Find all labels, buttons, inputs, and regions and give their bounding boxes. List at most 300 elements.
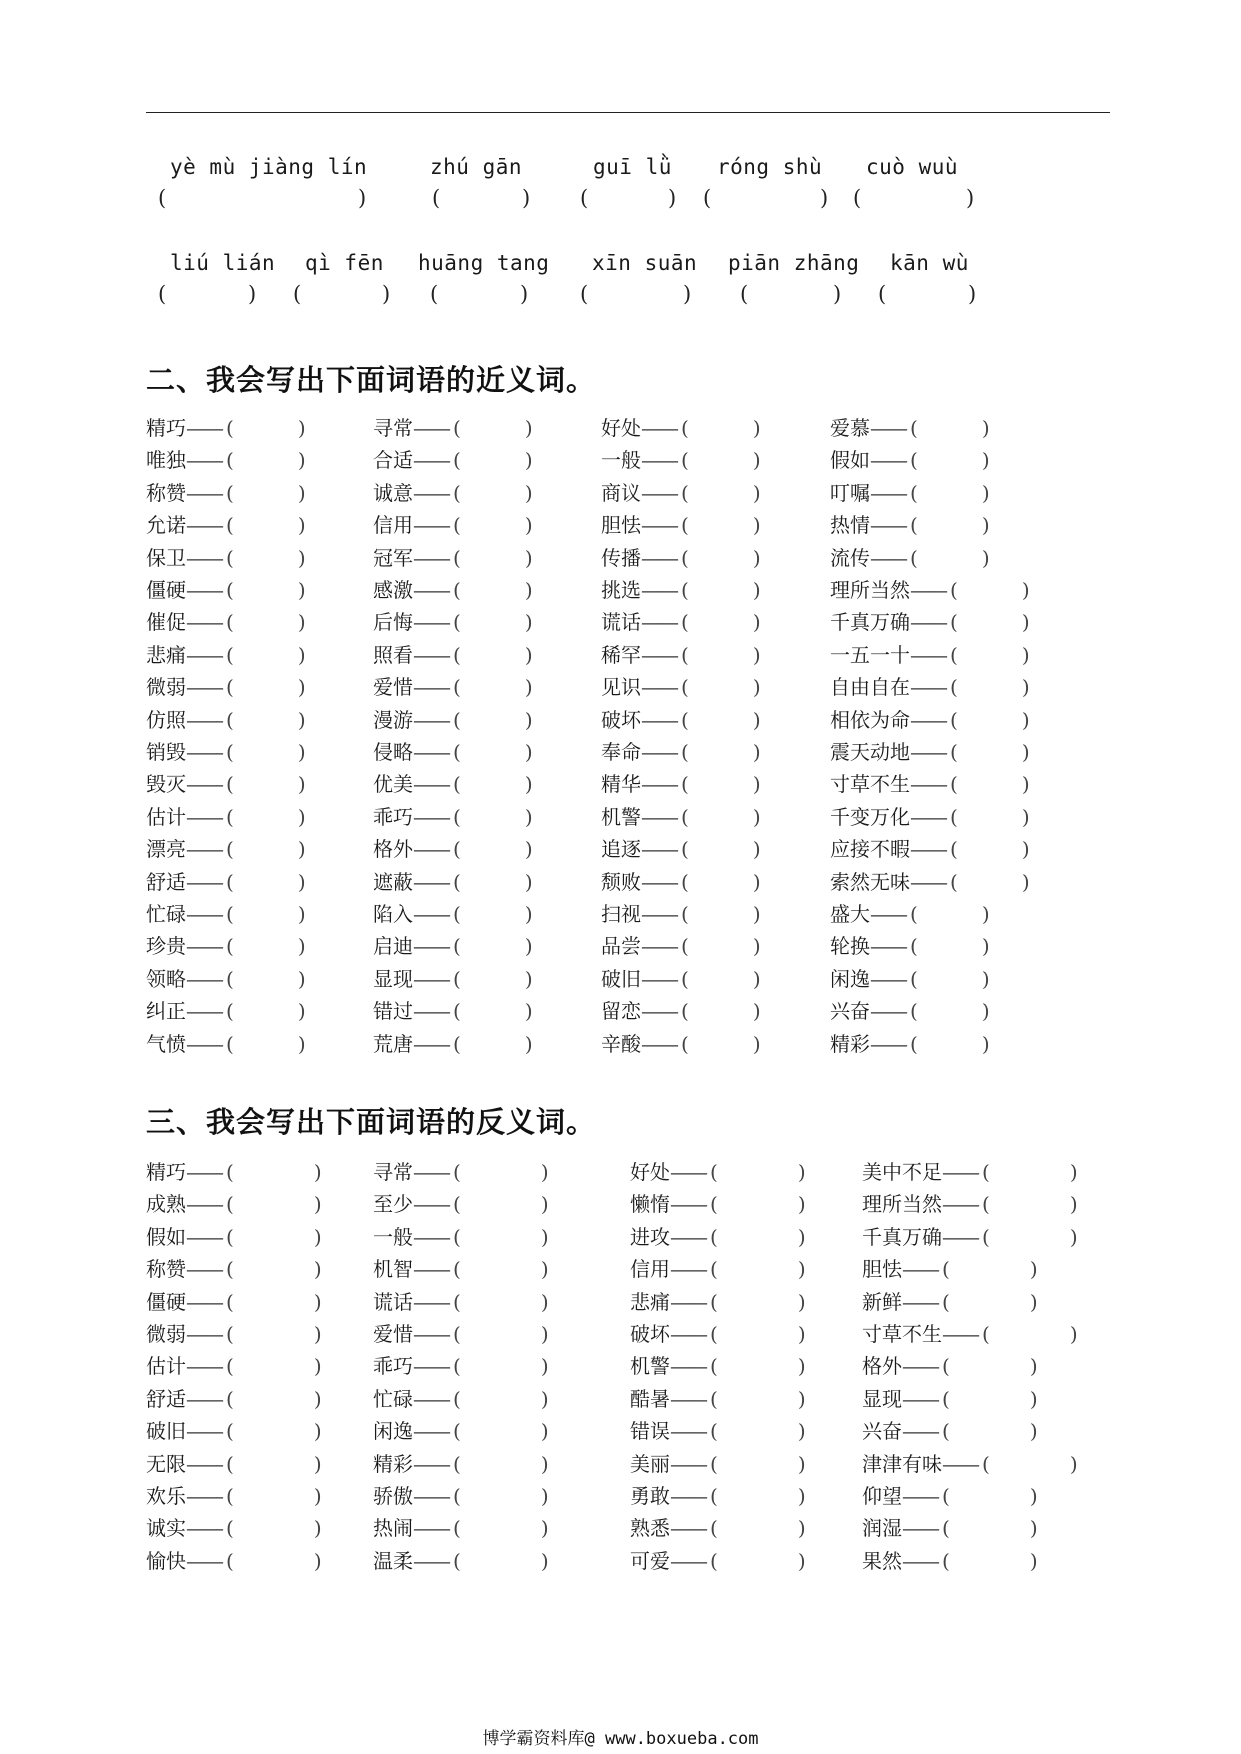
answer-blank-close: ) [524, 513, 533, 538]
answer-blank-open[interactable]: ( [910, 934, 918, 959]
answer-blank-open[interactable]: ( [681, 610, 689, 635]
answer-blank-open[interactable]: ( [453, 1289, 461, 1314]
answer-blank-open[interactable]: ( [226, 480, 234, 505]
prompt-word: 毁灭 [146, 772, 186, 797]
blank-open[interactable]: ( [432, 186, 441, 210]
answer-blank-close: ) [297, 545, 306, 570]
answer-blank-close: ) [797, 1419, 806, 1444]
prompt-word: 颓败 [601, 869, 641, 894]
pinyin-item: piān zhāng [728, 251, 860, 275]
answer-blank-open[interactable]: ( [950, 740, 958, 764]
answer-blank-open[interactable]: ( [453, 1386, 461, 1411]
prompt-word: 相依为命 [830, 707, 910, 732]
answer-blank-open[interactable]: ( [681, 966, 689, 991]
answer-blank-open[interactable]: ( [681, 707, 689, 732]
answer-blank-open[interactable]: ( [453, 804, 461, 829]
word-entry [830, 606, 1030, 635]
answer-blank-open[interactable]: ( [453, 902, 461, 926]
answer-blank-open[interactable]: ( [226, 1386, 234, 1411]
answer-blank-close: ) [752, 610, 761, 635]
blank-open[interactable]: ( [853, 186, 862, 210]
answer-blank-open[interactable]: ( [453, 448, 461, 473]
word-entry [830, 704, 1030, 733]
answer-blank-open[interactable]: ( [710, 1419, 718, 1444]
answer-blank-close: ) [297, 513, 306, 538]
dash: —— [186, 707, 222, 732]
answer-blank-close: ) [297, 1031, 306, 1056]
answer-blank-open[interactable]: ( [710, 1192, 718, 1217]
answer-blank-close: ) [752, 578, 761, 602]
answer-blank-open[interactable]: ( [453, 480, 461, 505]
answer-blank-open[interactable]: ( [910, 416, 918, 440]
prompt-word: 寸草不生 [830, 772, 910, 797]
answer-blank-close: ) [313, 1451, 322, 1476]
answer-blank-open[interactable]: ( [453, 578, 461, 602]
prompt-word: 挑选 [601, 578, 641, 602]
prompt-word: 愉快 [146, 1548, 186, 1573]
answer-blank-close: ) [297, 642, 306, 667]
answer-blank-open[interactable]: ( [226, 1484, 234, 1508]
answer-blank-open[interactable]: ( [950, 837, 958, 862]
answer-blank-open[interactable]: ( [910, 966, 918, 991]
dash: —— [641, 902, 677, 926]
prompt-word: 后悔 [373, 610, 413, 635]
dash: —— [413, 1548, 449, 1573]
blank-close: ) [520, 282, 529, 306]
answer-blank-close: ) [752, 869, 761, 894]
answer-blank-open[interactable]: ( [226, 1419, 234, 1444]
dash: —— [670, 1224, 706, 1249]
prompt-word: 称赞 [146, 480, 186, 505]
answer-blank-close: ) [1029, 1354, 1038, 1379]
answer-blank-open[interactable]: ( [710, 1548, 718, 1573]
dash: —— [670, 1354, 706, 1379]
answer-blank-close: ) [752, 1031, 761, 1056]
blank-open[interactable]: ( [878, 282, 887, 306]
word-entry [146, 1156, 322, 1185]
answer-blank-close: ) [1021, 578, 1030, 602]
answer-blank-open[interactable]: ( [681, 480, 689, 505]
prompt-word: 格外 [373, 837, 413, 862]
answer-blank-open[interactable]: ( [226, 1224, 234, 1249]
blank-close: ) [668, 186, 677, 210]
answer-blank-close: ) [524, 772, 533, 797]
dash: —— [186, 740, 222, 764]
answer-blank-open[interactable]: ( [226, 1322, 234, 1346]
answer-blank-open[interactable]: ( [226, 1548, 234, 1573]
word-entry [862, 1480, 1038, 1509]
answer-blank-open[interactable]: ( [681, 578, 689, 602]
answer-blank-open[interactable]: ( [681, 934, 689, 959]
dash: —— [670, 1160, 706, 1184]
prompt-word: 乖巧 [373, 804, 413, 829]
prompt-word: 侵略 [373, 740, 413, 764]
dash: —— [186, 610, 222, 635]
answer-blank-open[interactable]: ( [453, 545, 461, 570]
answer-blank-close: ) [524, 999, 533, 1024]
dash: —— [186, 1484, 222, 1508]
dash: —— [413, 448, 449, 473]
answer-blank-open[interactable]: ( [681, 642, 689, 667]
word-entry [862, 1188, 1078, 1217]
dash: —— [670, 1386, 706, 1411]
answer-blank-open[interactable]: ( [226, 1257, 234, 1282]
blank-open[interactable]: ( [580, 186, 589, 210]
answer-blank-close: ) [524, 804, 533, 829]
answer-blank-close: ) [1021, 707, 1030, 732]
word-entry [601, 1028, 761, 1057]
answer-blank-open[interactable]: ( [453, 966, 461, 991]
answer-blank-open[interactable]: ( [681, 675, 689, 700]
answer-blank-open[interactable]: ( [681, 513, 689, 538]
prompt-word: 辛酸 [601, 1031, 641, 1056]
blank-open[interactable]: ( [293, 282, 302, 306]
prompt-word: 闲逸 [830, 966, 870, 991]
prompt-word: 胆怯 [862, 1257, 902, 1282]
prompt-word: 仿照 [146, 707, 186, 732]
answer-blank-open[interactable]: ( [950, 869, 958, 894]
answer-blank-open[interactable]: ( [226, 999, 234, 1024]
prompt-word: 懒惰 [630, 1192, 670, 1217]
pinyin-item: qì fēn [305, 251, 384, 275]
dash: —— [870, 966, 906, 991]
blank-close: ) [382, 282, 391, 306]
answer-blank-open[interactable]: ( [950, 578, 958, 602]
answer-blank-open[interactable]: ( [226, 707, 234, 732]
answer-blank-open[interactable]: ( [453, 869, 461, 894]
answer-blank-open[interactable]: ( [453, 1322, 461, 1346]
word-entry [630, 1383, 806, 1412]
answer-blank-open[interactable]: ( [710, 1484, 718, 1508]
blank-open[interactable]: ( [430, 282, 439, 306]
dash: —— [670, 1451, 706, 1476]
answer-blank-close: ) [981, 1031, 990, 1056]
answer-blank-open[interactable]: ( [681, 869, 689, 894]
footer-url[interactable]: www.boxueba.com [604, 1729, 759, 1749]
answer-blank-open[interactable]: ( [710, 1516, 718, 1541]
answer-blank-open[interactable]: ( [681, 416, 689, 440]
dash: —— [870, 448, 906, 473]
word-entry [146, 574, 306, 603]
dash: —— [413, 772, 449, 797]
answer-blank-open[interactable]: ( [226, 1354, 234, 1379]
answer-blank-close: ) [752, 448, 761, 473]
answer-blank-open[interactable]: ( [226, 804, 234, 829]
answer-blank-open[interactable]: ( [453, 837, 461, 862]
prompt-word: 显现 [862, 1386, 902, 1411]
word-entry [862, 1512, 1038, 1541]
prompt-word: 热闹 [373, 1516, 413, 1541]
answer-blank-open[interactable]: ( [226, 642, 234, 667]
blank-open[interactable]: ( [158, 186, 167, 210]
answer-blank-open[interactable]: ( [453, 934, 461, 959]
answer-blank-open[interactable]: ( [910, 999, 918, 1024]
answer-blank-close: ) [752, 934, 761, 959]
answer-blank-open[interactable]: ( [681, 772, 689, 797]
blank-close: ) [966, 186, 975, 210]
word-entry [373, 1318, 549, 1347]
answer-blank-open[interactable]: ( [453, 513, 461, 538]
dash: —— [413, 966, 449, 991]
prompt-word: 好处 [601, 416, 641, 440]
prompt-word: 忙碌 [373, 1386, 413, 1411]
answer-blank-open[interactable]: ( [453, 1419, 461, 1444]
answer-blank-open[interactable]: ( [950, 772, 958, 797]
answer-blank-open[interactable]: ( [710, 1289, 718, 1314]
dash: —— [413, 610, 449, 635]
answer-blank-open[interactable]: ( [453, 1192, 461, 1217]
answer-blank-open[interactable]: ( [950, 707, 958, 732]
dash: —— [186, 772, 222, 797]
answer-blank-open[interactable]: ( [226, 772, 234, 797]
dash: —— [641, 999, 677, 1024]
answer-blank-close: ) [540, 1484, 549, 1508]
answer-blank-open[interactable]: ( [710, 1160, 718, 1184]
prompt-word: 进攻 [630, 1224, 670, 1249]
answer-blank-open[interactable]: ( [710, 1451, 718, 1476]
prompt-word: 错过 [373, 999, 413, 1024]
answer-blank-open[interactable]: ( [453, 707, 461, 732]
answer-blank-open[interactable]: ( [453, 1031, 461, 1056]
answer-blank-open[interactable]: ( [453, 1484, 461, 1508]
dash: —— [902, 1257, 938, 1282]
word-entry [146, 606, 306, 635]
answer-blank-open[interactable]: ( [982, 1160, 990, 1184]
word-entry [862, 1286, 1038, 1315]
answer-blank-open[interactable]: ( [453, 1451, 461, 1476]
answer-blank-close: ) [540, 1257, 549, 1282]
prompt-word: 称赞 [146, 1257, 186, 1282]
pinyin-item: cuò wuù [866, 155, 959, 179]
dash: —— [186, 1160, 222, 1184]
answer-blank-open[interactable]: ( [942, 1289, 950, 1314]
word-entry [146, 1286, 322, 1315]
answer-blank-open[interactable]: ( [681, 902, 689, 926]
blank-open[interactable]: ( [580, 282, 589, 306]
answer-blank-open[interactable]: ( [453, 416, 461, 440]
prompt-word: 漂亮 [146, 837, 186, 862]
answer-blank-open[interactable]: ( [710, 1224, 718, 1249]
answer-blank-open[interactable]: ( [950, 675, 958, 700]
answer-blank-open[interactable]: ( [942, 1354, 950, 1379]
answer-blank-open[interactable]: ( [910, 513, 918, 538]
answer-blank-close: ) [313, 1548, 322, 1573]
answer-blank-open[interactable]: ( [226, 1031, 234, 1056]
answer-blank-open[interactable]: ( [226, 902, 234, 926]
answer-blank-open[interactable]: ( [910, 1031, 918, 1056]
answer-blank-open[interactable]: ( [681, 448, 689, 473]
answer-blank-open[interactable]: ( [710, 1354, 718, 1379]
answer-blank-open[interactable]: ( [681, 1031, 689, 1056]
dash: —— [670, 1516, 706, 1541]
answer-blank-open[interactable]: ( [942, 1386, 950, 1411]
answer-blank-open[interactable]: ( [681, 740, 689, 764]
word-entry [373, 542, 533, 571]
answer-blank-open[interactable]: ( [453, 1160, 461, 1184]
answer-blank-open[interactable]: ( [910, 480, 918, 505]
blank-open[interactable]: ( [703, 186, 712, 210]
prompt-word: 欢乐 [146, 1484, 186, 1508]
prompt-word: 美丽 [630, 1451, 670, 1476]
answer-blank-close: ) [981, 545, 990, 570]
answer-blank-open[interactable]: ( [226, 1516, 234, 1541]
answer-blank-close: ) [313, 1322, 322, 1346]
answer-blank-open[interactable]: ( [226, 513, 234, 538]
answer-blank-open[interactable]: ( [710, 1257, 718, 1282]
answer-blank-open[interactable]: ( [942, 1419, 950, 1444]
word-entry [601, 995, 761, 1024]
prompt-word: 盛大 [830, 902, 870, 926]
dash: —— [413, 1192, 449, 1217]
answer-blank-open[interactable]: ( [950, 804, 958, 829]
answer-blank-close: ) [1021, 675, 1030, 700]
answer-blank-close: ) [297, 902, 306, 926]
word-entry [601, 833, 761, 862]
answer-blank-open[interactable]: ( [710, 1322, 718, 1346]
dash: —— [186, 966, 222, 991]
dash: —— [670, 1192, 706, 1217]
answer-blank-open[interactable]: ( [942, 1484, 950, 1508]
answer-blank-close: ) [297, 448, 306, 473]
answer-blank-close: ) [1029, 1419, 1038, 1444]
answer-blank-open[interactable]: ( [226, 545, 234, 570]
dash: —— [186, 1516, 222, 1541]
prompt-word: 保卫 [146, 545, 186, 570]
answer-blank-close: ) [1069, 1224, 1078, 1249]
pinyin-item: yè mù jiàng lín [170, 155, 368, 179]
answer-blank-close: ) [1021, 642, 1030, 667]
pinyin-item: huāng tang [418, 251, 550, 275]
word-entry [146, 412, 306, 441]
dash: —— [910, 642, 946, 667]
answer-blank-close: ) [524, 480, 533, 505]
answer-blank-open[interactable]: ( [710, 1386, 718, 1411]
word-entry [146, 477, 306, 506]
answer-blank-open[interactable]: ( [226, 1160, 234, 1184]
answer-blank-close: ) [1021, 772, 1030, 797]
answer-blank-close: ) [524, 869, 533, 894]
answer-blank-open[interactable]: ( [982, 1451, 990, 1476]
prompt-word: 寸草不生 [862, 1322, 942, 1346]
prompt-word: 好处 [630, 1160, 670, 1184]
word-entry [146, 930, 306, 959]
answer-blank-open[interactable]: ( [681, 837, 689, 862]
answer-blank-close: ) [524, 902, 533, 926]
answer-blank-open[interactable]: ( [226, 934, 234, 959]
word-entry [830, 574, 1030, 603]
word-entry [373, 1350, 549, 1379]
dash: —— [413, 1257, 449, 1282]
answer-blank-open[interactable]: ( [942, 1257, 950, 1282]
answer-blank-close: ) [540, 1224, 549, 1249]
word-entry [601, 898, 761, 927]
answer-blank-open[interactable]: ( [226, 1451, 234, 1476]
answer-blank-open[interactable]: ( [226, 1192, 234, 1217]
prompt-word: 破坏 [630, 1322, 670, 1346]
dash: —— [413, 416, 449, 440]
answer-blank-open[interactable]: ( [226, 1289, 234, 1314]
answer-blank-open[interactable]: ( [950, 642, 958, 667]
word-entry [146, 509, 306, 538]
answer-blank-open[interactable]: ( [226, 740, 234, 764]
word-entry [146, 1545, 322, 1574]
answer-blank-open[interactable]: ( [226, 869, 234, 894]
word-entry [146, 898, 306, 927]
answer-blank-open[interactable]: ( [942, 1516, 950, 1541]
answer-blank-close: ) [752, 416, 761, 440]
answer-blank-open[interactable]: ( [950, 610, 958, 635]
dash: —— [186, 837, 222, 862]
answer-blank-open[interactable]: ( [453, 999, 461, 1024]
dash: —— [942, 1451, 978, 1476]
answer-blank-open[interactable]: ( [681, 804, 689, 829]
word-entry [862, 1318, 1078, 1347]
answer-blank-open[interactable]: ( [453, 642, 461, 667]
prompt-word: 千真万确 [862, 1224, 942, 1249]
answer-blank-open[interactable]: ( [453, 610, 461, 635]
answer-blank-open[interactable]: ( [942, 1548, 950, 1573]
answer-blank-open[interactable]: ( [453, 1354, 461, 1379]
prompt-word: 机智 [373, 1257, 413, 1282]
blank-open[interactable]: ( [158, 282, 167, 306]
word-entry [373, 898, 533, 927]
answer-blank-open[interactable]: ( [453, 740, 461, 764]
prompt-word: 熟悉 [630, 1516, 670, 1541]
answer-blank-open[interactable]: ( [226, 448, 234, 473]
answer-blank-open[interactable]: ( [910, 545, 918, 570]
word-entry [146, 1383, 322, 1412]
answer-blank-close: ) [752, 642, 761, 667]
answer-blank-open[interactable]: ( [226, 610, 234, 635]
answer-blank-open[interactable]: ( [453, 1257, 461, 1282]
answer-blank-open[interactable]: ( [681, 999, 689, 1024]
answer-blank-open[interactable]: ( [453, 1548, 461, 1573]
answer-blank-close: ) [1021, 740, 1030, 764]
answer-blank-close: ) [297, 934, 306, 959]
answer-blank-open[interactable]: ( [453, 1224, 461, 1249]
answer-blank-open[interactable]: ( [453, 1516, 461, 1541]
prompt-word: 一五一十 [830, 642, 910, 667]
prompt-word: 破旧 [146, 1419, 186, 1444]
word-entry [601, 477, 761, 506]
word-entry [601, 866, 761, 895]
answer-blank-open[interactable]: ( [982, 1322, 990, 1346]
answer-blank-open[interactable]: ( [910, 902, 918, 926]
word-entry [146, 1512, 322, 1541]
answer-blank-open[interactable]: ( [226, 966, 234, 991]
answer-blank-close: ) [1029, 1386, 1038, 1411]
word-entry [146, 671, 306, 700]
answer-blank-open[interactable]: ( [226, 837, 234, 862]
prompt-word: 机警 [630, 1354, 670, 1379]
prompt-word: 诚意 [373, 480, 413, 505]
blank-open[interactable]: ( [740, 282, 749, 306]
answer-blank-open[interactable]: ( [453, 675, 461, 700]
prompt-word: 热情 [830, 513, 870, 538]
answer-blank-open[interactable]: ( [453, 772, 461, 797]
answer-blank-open[interactable]: ( [226, 416, 234, 440]
answer-blank-open[interactable]: ( [226, 578, 234, 602]
answer-blank-open[interactable]: ( [681, 545, 689, 570]
prompt-word: 精巧 [146, 416, 186, 440]
answer-blank-close: ) [313, 1419, 322, 1444]
answer-blank-open[interactable]: ( [910, 448, 918, 473]
answer-blank-close: ) [524, 416, 533, 440]
answer-blank-open[interactable]: ( [226, 675, 234, 700]
answer-blank-open[interactable]: ( [982, 1192, 990, 1217]
answer-blank-open[interactable]: ( [982, 1224, 990, 1249]
word-entry [373, 412, 533, 441]
